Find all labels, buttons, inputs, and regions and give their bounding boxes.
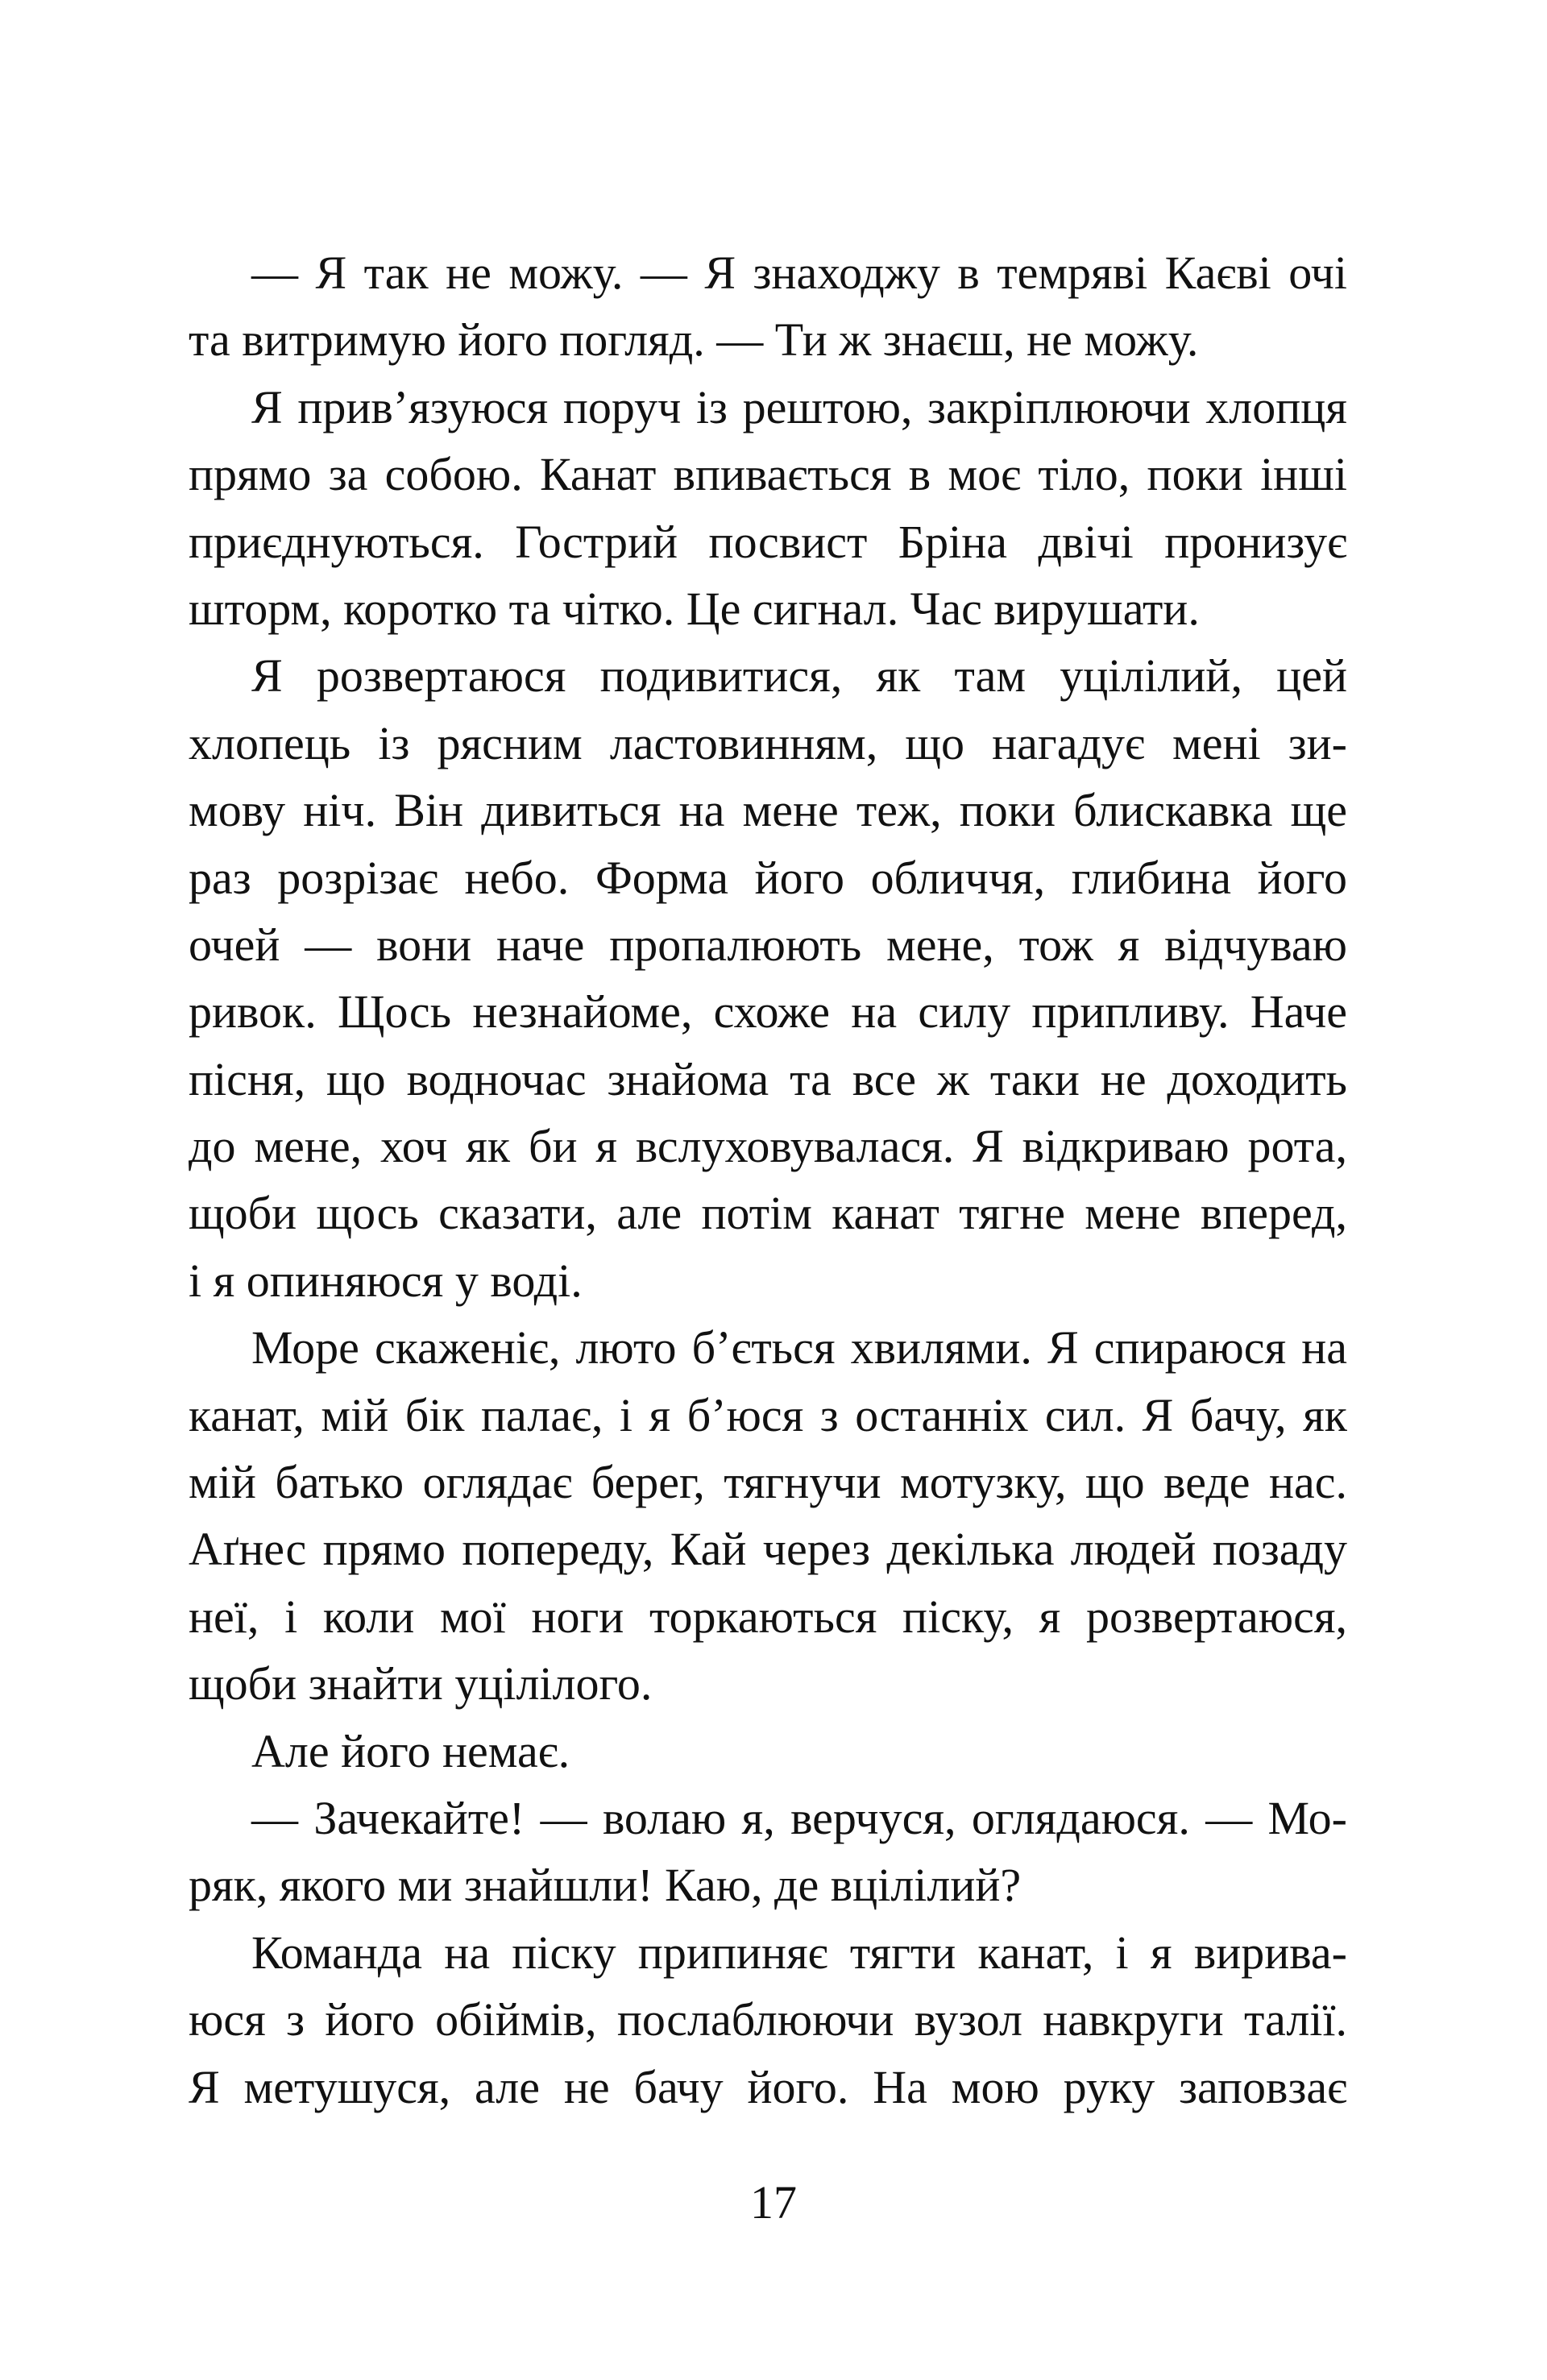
paragraph — [189, 239, 1347, 374]
text-line: — Зачекайте! — волаю я, верчуся, оглядаюся. — Мо- — [251, 1791, 1347, 1844]
text-line: канат, мій бік палає, і я б’юся з останніх сил. Я бачу, як — [189, 1388, 1347, 1441]
paragraph — [189, 1919, 1347, 2121]
text-line: Команда на піску припиняє тягти канат, і я вирива- — [251, 1926, 1347, 1979]
text-line: Але його немає. — [251, 1724, 570, 1777]
text-line: Море скаженіє, люто б’ється хвилями. Я спираюся на — [251, 1321, 1347, 1375]
text-line: Аґнес прямо попереду, Кай через декілька людей позаду — [189, 1523, 1347, 1576]
text-line: прямо за собою. Канат впивається в моє тіло, поки інші — [189, 448, 1347, 501]
text-line: Я прив’язуюся поруч із рештою, закріплюючи хлопця — [251, 380, 1347, 433]
text-line: мову ніч. Він дивиться на мене теж, поки блискавка ще — [189, 784, 1347, 837]
text-line: та витримую його погляд. — Ти ж знаєш, не можу. — [189, 313, 1199, 367]
text-line: раз розрізає небо. Форма його обличчя, глибина його — [189, 851, 1347, 904]
text-line: ряк, якого ми знайшли! Каю, де вцілілий? — [189, 1859, 1022, 1912]
text-line: ривок. Щось незнайоме, схоже на силу припливу. Наче — [189, 985, 1347, 1039]
text-line: шторм, коротко та чітко. Це сигнал. Час вирушати. — [189, 582, 1200, 635]
body-text — [189, 239, 1347, 2121]
text-line: щоби щось сказати, але потім канат тягне мене вперед, — [189, 1187, 1347, 1240]
text-line: Я розвертаюся подивитися, як там уцілілий, цей — [251, 649, 1347, 703]
paragraph — [189, 1718, 1347, 1785]
text-line: і я опиняюся у воді. — [189, 1254, 583, 1307]
text-line: — Я так не можу. — Я знаходжу в темряві Каєві очі — [251, 247, 1347, 299]
text-line: пісня, що водночас знайома та все ж таки не доходить — [189, 1052, 1347, 1105]
paragraph — [189, 374, 1347, 643]
text-line: до мене, хоч як би я вслуховувалася. Я відкриваю рота, — [189, 1120, 1347, 1173]
text-line: неї, і коли мої ноги торкаються піску, я розвертаюся, — [189, 1590, 1347, 1643]
paragraph — [189, 642, 1347, 1314]
text-line: щоби знайти уцілілого. — [189, 1657, 653, 1710]
text-line: приєднуються. Гострий посвист Бріна двічі пронизує — [189, 515, 1347, 568]
text-line: юся з його обіймів, послаблюючи вузол навкруги талії. — [189, 1993, 1347, 2046]
paragraph — [189, 1314, 1347, 1717]
text-line: Я метушуся, але не бачу його. На мою руку заповзає — [189, 2060, 1347, 2113]
page-number: 17 — [750, 2176, 797, 2229]
text-line: хлопець із рясним ластовинням, що нагадує мені зи- — [189, 716, 1347, 769]
text-line: мій батько оглядає берег, тягнучи мотузку, що веде нас. — [189, 1456, 1347, 1509]
text-line: очей — вони наче пропалюють мене, тож я відчуваю — [189, 918, 1347, 971]
paragraph — [189, 1785, 1347, 1919]
